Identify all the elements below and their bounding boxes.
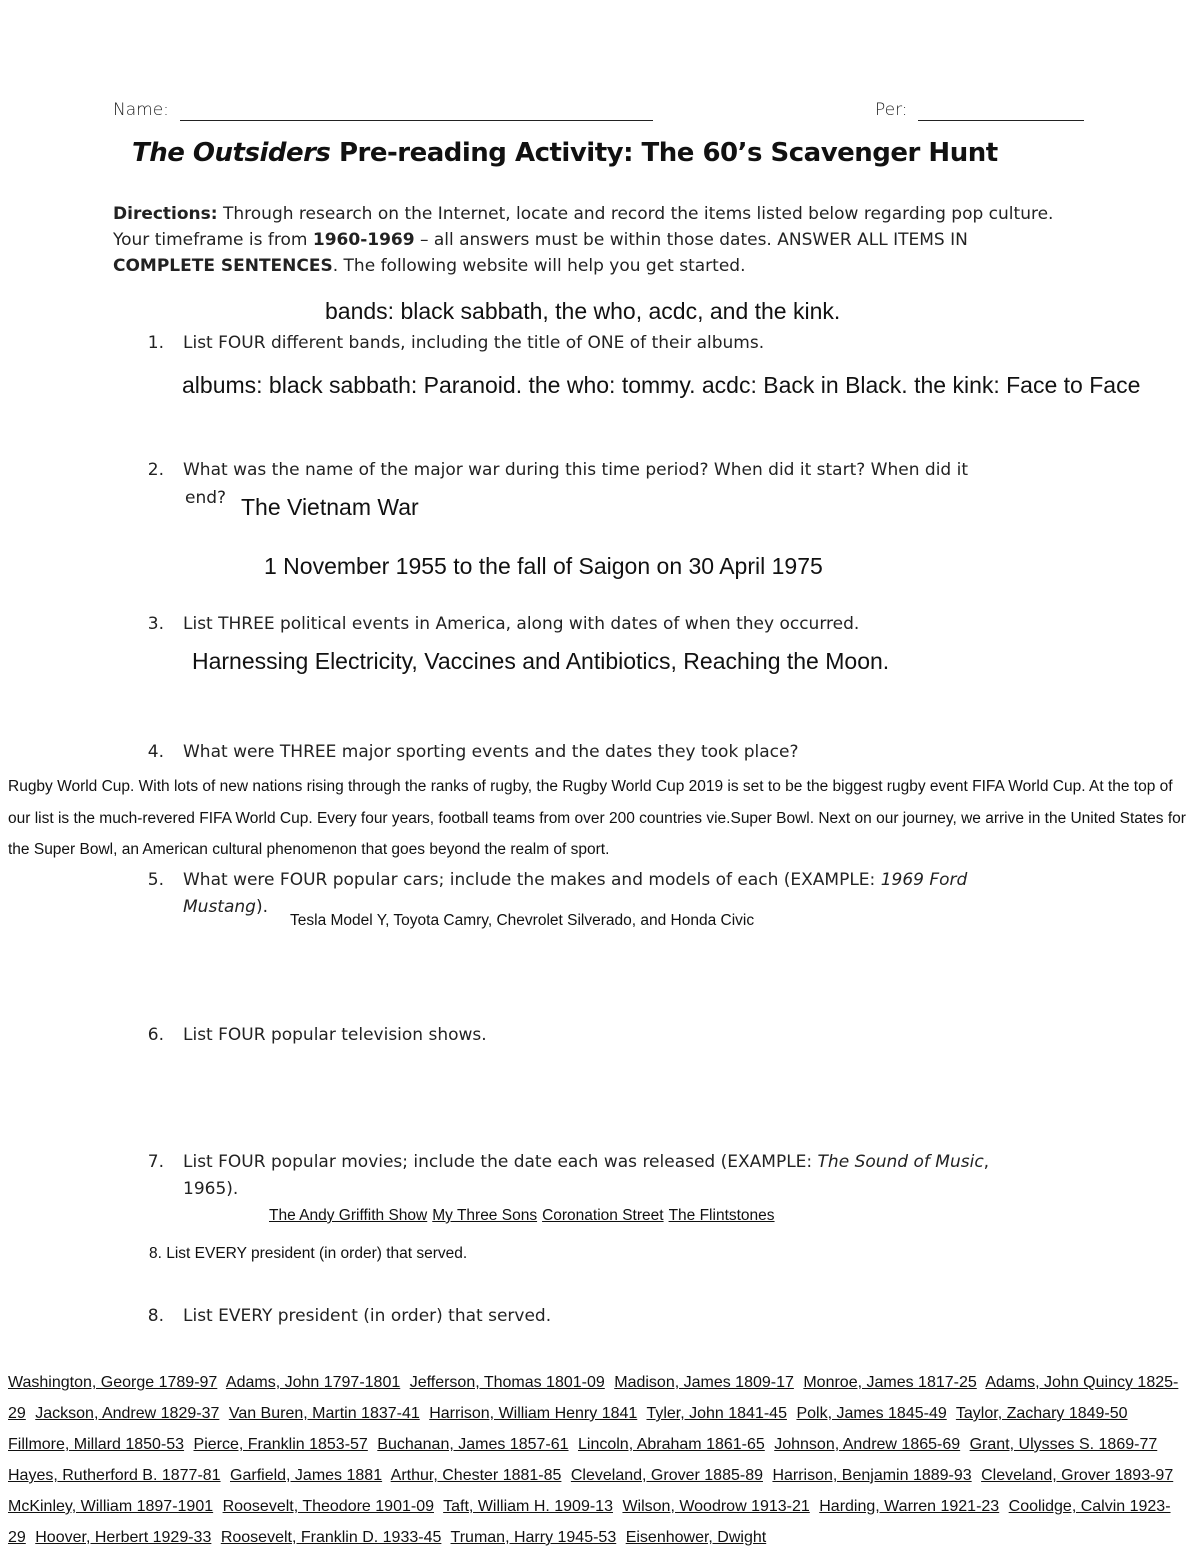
answer-shows — [269, 1207, 780, 1225]
president-link[interactable]: Adams, John Quincy 1825-29 — [8, 1374, 1179, 1422]
president-link[interactable]: Madison, James 1809-17 — [614, 1374, 794, 1391]
question-2-cont: end? — [185, 488, 227, 508]
question-6: List FOUR popular television shows. — [183, 1025, 487, 1045]
question-number-3: 3. — [147, 614, 164, 634]
answer-war-name: The Vietnam War — [241, 494, 419, 520]
president-link[interactable]: Jefferson, Thomas 1801-09 — [409, 1374, 605, 1391]
question-5-cont — [183, 897, 268, 917]
president-link[interactable]: Cleveland, Grover 1885-89 — [570, 1467, 763, 1484]
president-link[interactable]: Harrison, William Henry 1841 — [429, 1405, 638, 1422]
president-link[interactable]: Lincoln, Abraham 1861-65 — [577, 1436, 765, 1453]
question-number-7: 7. — [147, 1152, 164, 1172]
president-link[interactable]: Cleveland, Grover 1893-97 — [981, 1467, 1174, 1484]
question-number-5: 5. — [147, 870, 164, 890]
president-link[interactable]: Wilson, Woodrow 1913-21 — [622, 1498, 810, 1515]
question-number-2: 2. — [147, 460, 164, 480]
directions-label: Directions: — [113, 204, 218, 224]
question-number-6: 6. — [147, 1025, 164, 1045]
question-1: List FOUR different bands, including the title of ONE of their albums. — [183, 333, 765, 353]
question-7-cont: 1965). — [183, 1179, 239, 1199]
page-title — [132, 138, 998, 168]
president-link[interactable]: Hayes, Rutherford B. 1877-81 — [8, 1467, 221, 1484]
question-5 — [183, 870, 967, 890]
show-link[interactable]: Coronation Street — [542, 1207, 664, 1224]
president-link[interactable]: Monroe, James 1817-25 — [803, 1374, 977, 1391]
president-link[interactable]: Arthur, Chester 1881-85 — [390, 1467, 562, 1484]
president-link[interactable]: Harding, Warren 1921-23 — [819, 1498, 1000, 1515]
president-link[interactable]: Buchanan, James 1857-61 — [377, 1436, 569, 1453]
question-5-text: What were FOUR popular cars; include the makes and models of each (EXAMPLE: — [183, 870, 881, 890]
question-7 — [183, 1152, 989, 1172]
president-link[interactable]: Harrison, Benjamin 1889-93 — [772, 1467, 972, 1484]
president-link[interactable]: Hoover, Herbert 1929-33 — [35, 1529, 212, 1546]
question-number-4: 4. — [147, 742, 164, 762]
question-8: List EVERY president (in order) that served. — [183, 1306, 552, 1326]
question-7-tail: , — [983, 1152, 990, 1172]
president-link[interactable]: Tyler, John 1841-45 — [646, 1405, 787, 1422]
question-2: What was the name of the major war during this time period? When did it start? When did it — [183, 460, 968, 480]
president-link[interactable]: Taylor, Zachary 1849-50 — [955, 1405, 1128, 1422]
question-7-example: The Sound of Music — [817, 1152, 984, 1172]
directions-text-3: . The following website will help you get started. — [332, 256, 746, 276]
president-link[interactable]: Adams, John 1797-1801 — [225, 1374, 401, 1391]
directions-text-2: – all answers must be within those dates. ANSWER ALL ITEMS IN — [414, 230, 968, 250]
show-link[interactable]: My Three Sons — [432, 1207, 538, 1224]
question-3: List THREE political events in America, along with dates of when they occurred. — [183, 614, 860, 634]
period-field-line[interactable] — [918, 120, 1084, 121]
president-link[interactable]: Jackson, Andrew 1829-37 — [35, 1405, 220, 1422]
directions — [113, 201, 1073, 279]
answer-sports: Rugby World Cup. With lots of new nations rising through the ranks of rugby, the Rugby World Cup 2019 is set to be the biggest rugby event FIFA World Cup. At the top of our list is the much-revered FIFA World Cup. Every four years, football teams from over 200 countries vie.Super Bowl. Next on our journey, we arrive in the United States for the Super Bowl, an American cultural phenomenon that goes beyond the realm of sport. — [8, 778, 1186, 858]
president-link[interactable]: Fillmore, Millard 1850-53 — [8, 1436, 185, 1453]
president-link[interactable]: Van Buren, Martin 1837-41 — [228, 1405, 420, 1422]
president-link[interactable]: Johnson, Andrew 1865-69 — [774, 1436, 961, 1453]
president-link[interactable]: Garfield, James 1881 — [230, 1467, 383, 1484]
question-5-example-cont: Mustang — [183, 897, 256, 917]
show-link[interactable]: The Flintstones — [668, 1207, 775, 1224]
name-field-line[interactable] — [180, 120, 653, 121]
president-link[interactable]: Coolidge, Calvin 1923-29 — [8, 1498, 1171, 1546]
answer-albums: albums: black sabbath: Paranoid. the who: tommy. acdc: Back in Black. the kink: Face to Face — [182, 372, 1141, 398]
president-link[interactable]: Eisenhower, Dwight — [625, 1529, 767, 1546]
title-italic: The Outsiders — [132, 138, 331, 168]
president-link[interactable]: Grant, Ulysses S. 1869-77 — [969, 1436, 1158, 1453]
president-link[interactable]: Roosevelt, Theodore 1901-09 — [222, 1498, 434, 1515]
presidents-list — [8, 1367, 1188, 1553]
president-link[interactable]: Truman, Harry 1945-53 — [450, 1529, 617, 1546]
president-link[interactable]: Polk, James 1845-49 — [796, 1405, 947, 1422]
question-number-1: 1. — [147, 333, 164, 353]
name-label: Name: — [113, 100, 169, 120]
directions-complete: COMPLETE SENTENCES — [113, 256, 333, 276]
period-label: Per: — [875, 100, 908, 120]
directions-years: 1960-1969 — [312, 230, 415, 250]
question-5-example: 1969 Ford — [880, 870, 968, 890]
title-rest: Pre-reading Activity: The 60’s Scavenger Hunt — [330, 138, 998, 168]
question-8-repeat: 8. List EVERY president (in order) that served. — [149, 1245, 468, 1262]
president-link[interactable]: Pierce, Franklin 1853-57 — [193, 1436, 368, 1453]
president-link[interactable]: Washington, George 1789-97 — [8, 1374, 218, 1391]
president-link[interactable]: Taft, William H. 1909-13 — [443, 1498, 613, 1515]
answer-cars: Tesla Model Y, Toyota Camry, Chevrolet Silverado, and Honda Civic — [290, 912, 755, 929]
answer-war-dates: 1 November 1955 to the fall of Saigon on 30 April 1975 — [264, 553, 823, 579]
question-7-text: List FOUR popular movies; include the date each was released (EXAMPLE: — [183, 1152, 818, 1172]
president-link[interactable]: McKinley, William 1897-1901 — [8, 1498, 214, 1515]
question-4: What were THREE major sporting events and the dates they took place? — [183, 742, 799, 762]
answer-political: Harnessing Electricity, Vaccines and Antibiotics, Reaching the Moon. — [192, 648, 890, 674]
answer-bands: bands: black sabbath, the who, acdc, and the kink. — [325, 298, 841, 324]
show-link[interactable]: The Andy Griffith Show — [269, 1207, 428, 1224]
directions-text-1: Through research on the Internet, locate and record the items listed below regarding pop culture. Your timeframe is from — [113, 204, 1054, 250]
question-number-8: 8. — [147, 1306, 164, 1326]
president-link[interactable]: Roosevelt, Franklin D. 1933-45 — [220, 1529, 442, 1546]
question-5-tail: ). — [255, 897, 268, 917]
